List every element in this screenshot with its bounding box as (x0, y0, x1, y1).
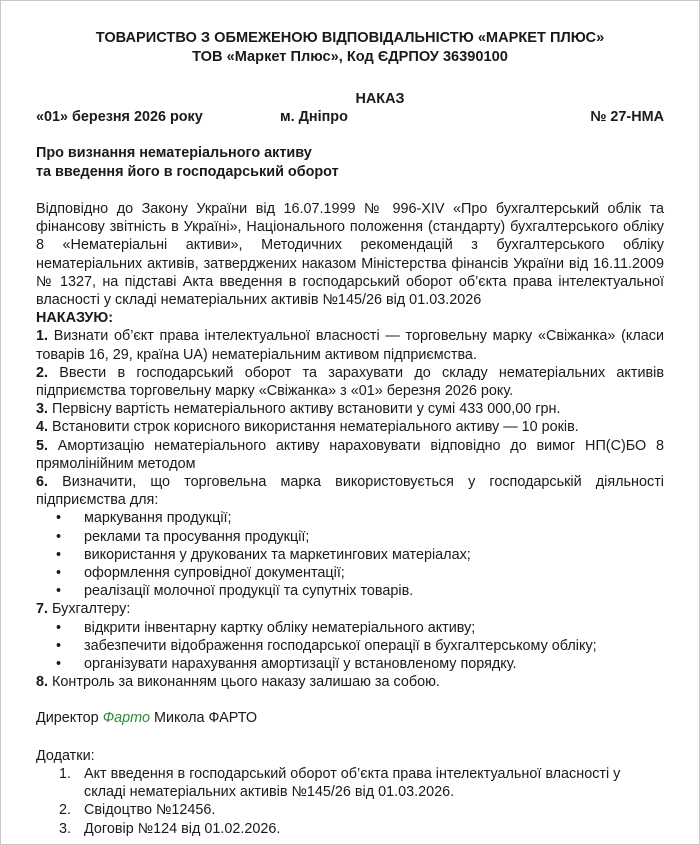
item-number: 1. (36, 328, 49, 345)
item-text: Встановити строк корисного використання нематеріального активу — 10 років. (52, 419, 579, 436)
item-number: 4. (36, 419, 49, 436)
item-number: 6. (36, 474, 49, 491)
attachment-text: Акт введення в господарський оборот об’єкта права інтелектуальної власності у складі нематеріальних активів №145/26 від 01.03.2026. (84, 765, 621, 801)
list-item (36, 765, 664, 801)
bullet-text: реклами та просування продукції; (84, 528, 310, 545)
order-item-3 (36, 400, 664, 418)
order-item-2 (36, 364, 664, 400)
order-meta-row (36, 108, 664, 127)
order-preamble (36, 200, 664, 309)
subject-line-1: Про визнання нематеріального активу (36, 145, 312, 161)
item-text: Ввести в господарський оборот та зарахувати до складу нематеріальних активів підприємства торговельну марку «Свіжанка» з «01» березня 2026 року. (36, 364, 665, 400)
signature-line (36, 709, 664, 727)
ordered-label: НАКАЗУЮ: (36, 310, 114, 327)
bullet-text: використання у друкованих та маркетингових матеріалах; (84, 546, 471, 563)
item-text: Бухгалтеру: (52, 601, 131, 618)
bullet-icon: • (56, 546, 62, 563)
order-number: № 27-НМА (590, 109, 664, 125)
item-number: 2. (36, 364, 49, 381)
bullet-icon: • (56, 565, 62, 582)
list-item (36, 546, 664, 564)
order-subject (36, 144, 664, 181)
order-item-6 (36, 473, 664, 509)
bullet-icon: • (56, 637, 62, 654)
list-item (36, 564, 664, 582)
bullet-icon: • (56, 510, 62, 527)
order-item-1 (36, 327, 664, 363)
attachment-number: 3. (59, 820, 72, 837)
subject-line-2: та введення його в господарський оборот (36, 163, 339, 180)
list-item (36, 637, 664, 655)
item-number: 5. (36, 437, 49, 454)
item-6-bullet-list (36, 509, 664, 600)
bullet-icon: • (56, 583, 62, 600)
list-item (36, 528, 664, 546)
order-city: м. Дніпро (280, 109, 348, 125)
bullet-text: оформлення супровідної документації; (84, 565, 345, 582)
attachments-label: Додатки: (36, 747, 95, 764)
bullet-icon: • (56, 619, 62, 636)
list-item (36, 801, 664, 819)
company-short-name: ТОВ «Маркет Плюс», Код ЄДРПОУ 36390100 (192, 49, 508, 65)
order-item-4 (36, 418, 664, 436)
item-number: 7. (36, 601, 49, 618)
bullet-icon: • (56, 656, 62, 673)
list-item (36, 509, 664, 527)
preamble-text: Відповідно до Закону України від 16.07.1999 № 996-XIV «Про бухгалтерський облік та фінансову звітність в Україні», Національного положення (стандарту) бухгалтерського обліку 8 «Нематеріальні активи», Методичних рекомендацій з бухгалтерського обліку нематеріальних активів, затверджених наказом Міністерства фінансів України від 16.11.2009 № 1327, на підставі Акта введення в господарський оборот об’єкта права інтелектуальної власності у складі нематеріальних активів №145/26 від 01.03.2026 (36, 201, 664, 309)
document-content (36, 29, 664, 838)
attachment-number: 1. (59, 765, 72, 782)
list-item (36, 582, 664, 600)
item-text: Первісну вартість нематеріального активу встановити у сумі 433 000,00 грн. (52, 401, 561, 418)
order-date: «01» березня 2026 року (36, 109, 203, 125)
order-item-5 (36, 437, 664, 473)
item-text: Амортизацію нематеріального активу нараховувати відповідно до вимог НП(С)БО 8 прямолінійним методом (36, 437, 664, 472)
bullet-text: відкрити інвентарну картку обліку нематеріального активу; (84, 619, 476, 636)
handwritten-signature: Фарто (102, 710, 150, 727)
item-text: Контроль за виконанням цього наказу залишаю за собою. (52, 674, 440, 691)
list-item (36, 655, 664, 673)
order-item-8 (36, 673, 664, 691)
attachments-list (36, 765, 664, 838)
attachment-text: Свідоцтво №12456. (84, 802, 216, 819)
list-item (36, 619, 664, 637)
item-number: 3. (36, 401, 49, 418)
order-item-7 (36, 600, 664, 618)
item-7-bullet-list (36, 619, 664, 674)
signatory-name: Микола ФАРТО (153, 710, 258, 727)
order-title: НАКАЗ (355, 91, 405, 107)
list-item (36, 820, 664, 838)
item-text: Визначити, що торговельна марка використовується у господарській діяльності підприємства для: (36, 474, 664, 509)
bullet-text: організувати нарахування амортизації у встановленому порядку. (84, 656, 517, 673)
attachment-number: 2. (59, 802, 72, 819)
bullet-text: маркування продукції; (84, 510, 232, 527)
item-text: Визнати об’єкт права інтелектуальної власності — торговельну марку «Свіжанка» (класи товарів 16, 29, країна UA) нематеріальним активом підприємства. (36, 328, 665, 363)
attachment-text: Договір №124 від 01.02.2026. (84, 820, 281, 837)
company-full-name: ТОВАРИСТВО З ОБМЕЖЕНОЮ ВІДПОВІДАЛЬНІСТЮ «МАРКЕТ ПЛЮС» (95, 30, 605, 46)
bullet-text: забезпечити відображення господарської операції в бухгалтерському обліку; (84, 637, 597, 654)
item-number: 8. (36, 674, 49, 691)
bullet-text: реалізації молочної продукції та супутніх товарів. (84, 583, 414, 600)
attachments-section (36, 747, 664, 838)
bullet-icon: • (56, 528, 62, 545)
signatory-position: Директор (36, 710, 99, 727)
